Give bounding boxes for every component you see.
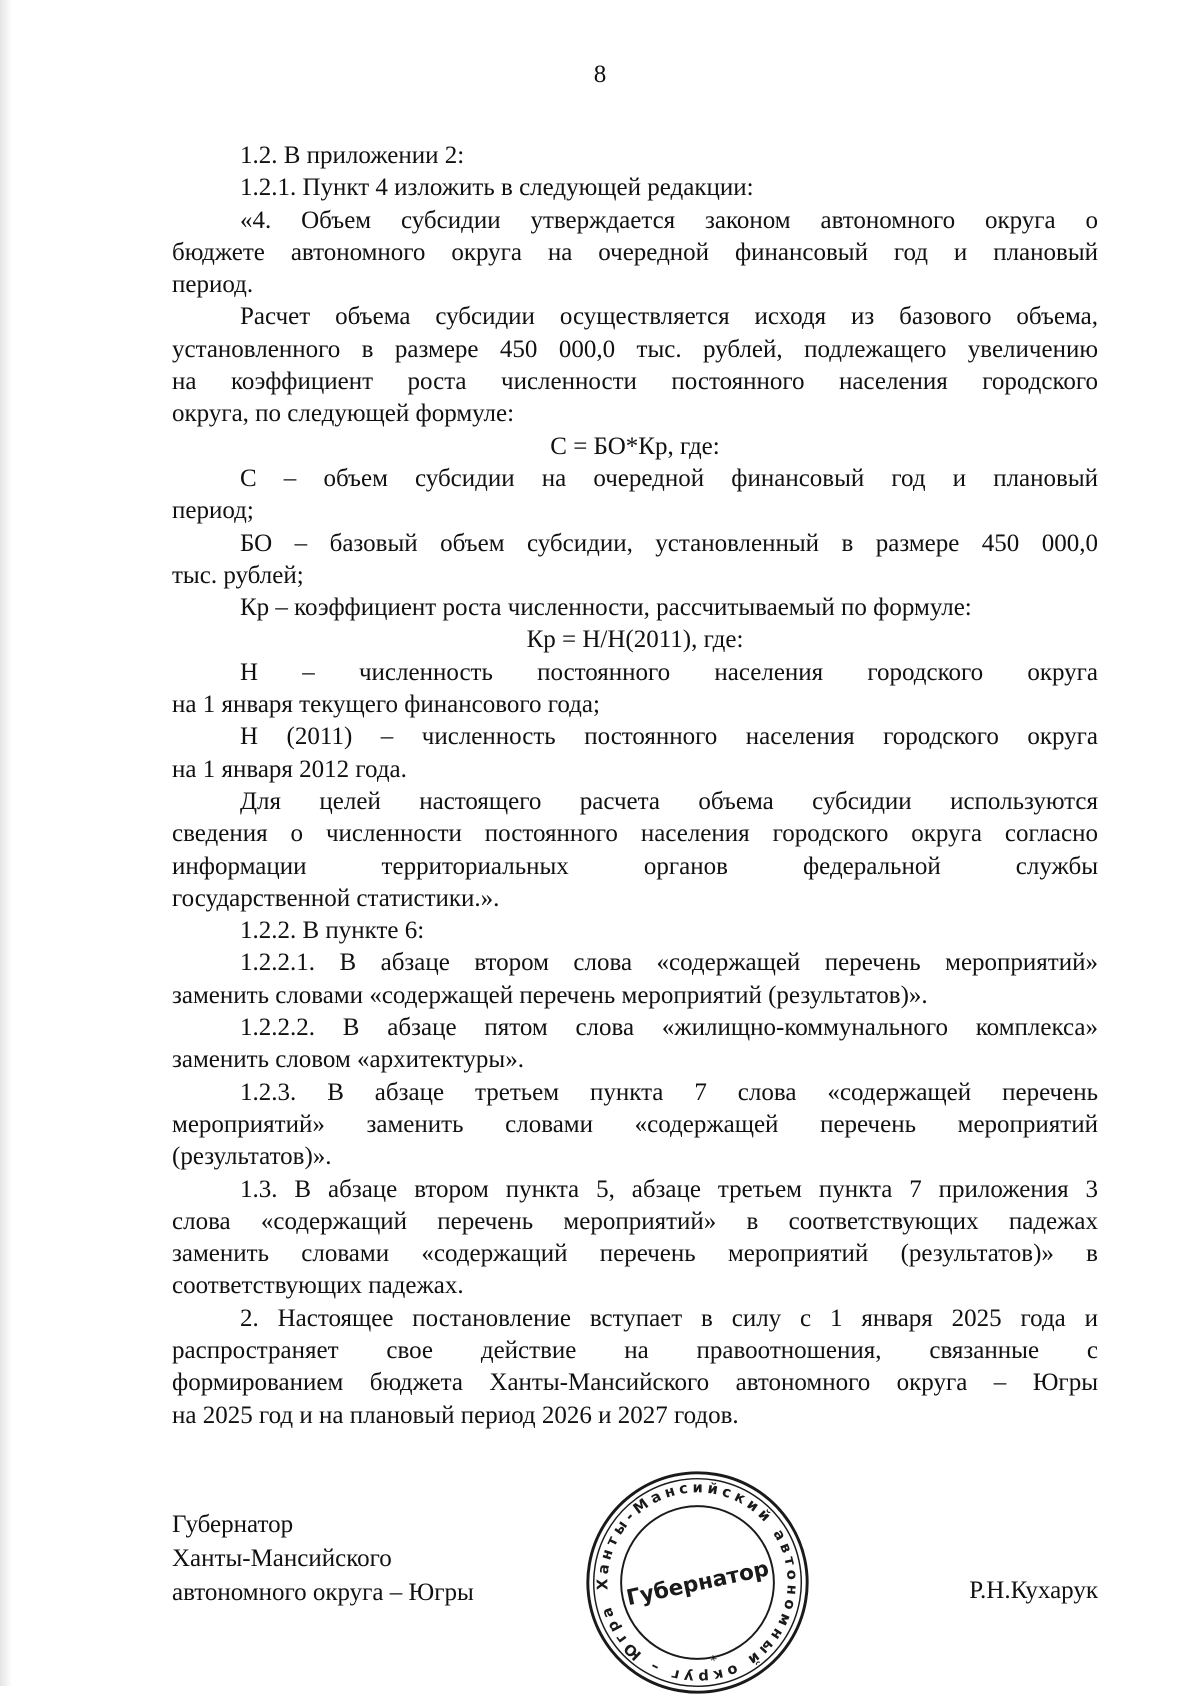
- text-line: формированием бюджета Ханты-Мансийского автономного округа – Югры: [172, 1369, 1098, 1397]
- seal-center-text: Губернатор: [624, 1556, 772, 1612]
- text-line: 1.2.3. В абзаце третьем пункта 7 слова «содержащей перечень: [240, 1078, 1098, 1106]
- text-line: заменить словами «содержащей перечень мероприятий (результатов)».: [172, 981, 928, 1009]
- text-line: на 1 января 2012 года.: [172, 755, 407, 783]
- text-line: установленного в размере 450 000,0 тыс. рублей, подлежащего увеличению: [172, 335, 1098, 363]
- text-line: на 1 января текущего финансового года;: [172, 691, 600, 719]
- text-line: Для целей настоящего расчета объема субсидии используются: [240, 787, 1098, 815]
- document-body: [172, 140, 1098, 1432]
- text-line: информации территориальных органов федеральной службы: [172, 852, 1098, 880]
- text-line: государственной статистики.».: [172, 884, 500, 912]
- official-seal: [580, 1465, 815, 1700]
- signature-block: [172, 1508, 474, 1610]
- text-line: период.: [172, 271, 254, 299]
- text-line: соответствующих падежах.: [172, 1272, 464, 1300]
- text-line: 1.2. В приложении 2:: [240, 142, 465, 169]
- text-line: 1.2.2.2. В абзаце пятом слова «жилищно-коммунального комплекса»: [240, 1014, 1098, 1042]
- text-line: 1.3. В абзаце втором пункта 5, абзаце третьем пункта 7 приложения 3: [240, 1175, 1098, 1203]
- text-line: тыс. рублей;: [172, 561, 304, 589]
- text-line: слова «содержащий перечень мероприятий» в соответствующих падежах: [172, 1207, 1098, 1235]
- text-line: «4. Объем субсидии утверждается законом автономного округа о: [240, 206, 1098, 234]
- seal-star: *: [709, 1652, 720, 1670]
- text-line: Кр – коэффициент роста численности, рассчитываемый по формуле:: [240, 594, 972, 622]
- formula-line: С = БО*Кр, где:: [550, 432, 720, 460]
- text-line: 1.2.2. В пункте 6:: [240, 917, 425, 945]
- text-line: мероприятий» заменить словами «содержащей перечень мероприятий: [172, 1110, 1098, 1138]
- text-line: период;: [172, 497, 254, 525]
- signer-name: Р.Н.Кухарук: [969, 1577, 1098, 1604]
- text-line: заменить словами «содержащий перечень мероприятий (результатов)» в: [172, 1240, 1098, 1268]
- text-line: С – объем субсидии на очередной финансовый год и плановый: [240, 464, 1098, 492]
- text-line: 1.2.2.1. В абзаце втором слова «содержащей перечень мероприятий»: [240, 949, 1098, 977]
- text-line: бюджете автономного округа на очередной финансовый год и плановый: [172, 238, 1098, 266]
- signatory-title: автономного округа – Югры: [172, 1579, 474, 1606]
- text-line: заменить словом «архитектуры».: [172, 1046, 524, 1074]
- text-line: сведения о численности постоянного населения городского округа согласно: [172, 820, 1098, 848]
- formula-line: Кр = Н/Н(2011), где:: [526, 626, 744, 654]
- text-line: округа, по следующей формуле:: [172, 400, 515, 428]
- text-line: на 2025 год и на плановый период 2026 и 2027 годов.: [172, 1401, 739, 1429]
- signatory-title: Губернатор: [172, 1511, 294, 1538]
- text-line: Расчет объема субсидии осуществляется исходя из базового объема,: [240, 303, 1098, 331]
- text-line: (результатов)».: [172, 1143, 332, 1171]
- text-line: на коэффициент роста численности постоянного населения городского: [172, 368, 1098, 396]
- text-line: Н – численность постоянного населения городского округа: [240, 658, 1098, 686]
- scan-edge: [0, 0, 12, 1686]
- signatory-title: Ханты-Мансийского: [172, 1545, 392, 1572]
- text-line: 1.2.1. Пункт 4 изложить в следующей редакции:: [240, 174, 754, 202]
- page-number: 8: [593, 61, 607, 88]
- text-line: БО – базовый объем субсидии, установленный в размере 450 000,0: [240, 529, 1098, 557]
- text-line: Н (2011) – численность постоянного населения городского округа: [240, 723, 1098, 751]
- text-line: распространяет свое действие на правоотношения, связанные с: [172, 1336, 1098, 1364]
- text-line: 2. Настоящее постановление вступает в силу с 1 января 2025 года и: [240, 1304, 1098, 1332]
- seal-ring-text: Ханты-Мансийский автономный округ – Югра: [594, 1479, 801, 1686]
